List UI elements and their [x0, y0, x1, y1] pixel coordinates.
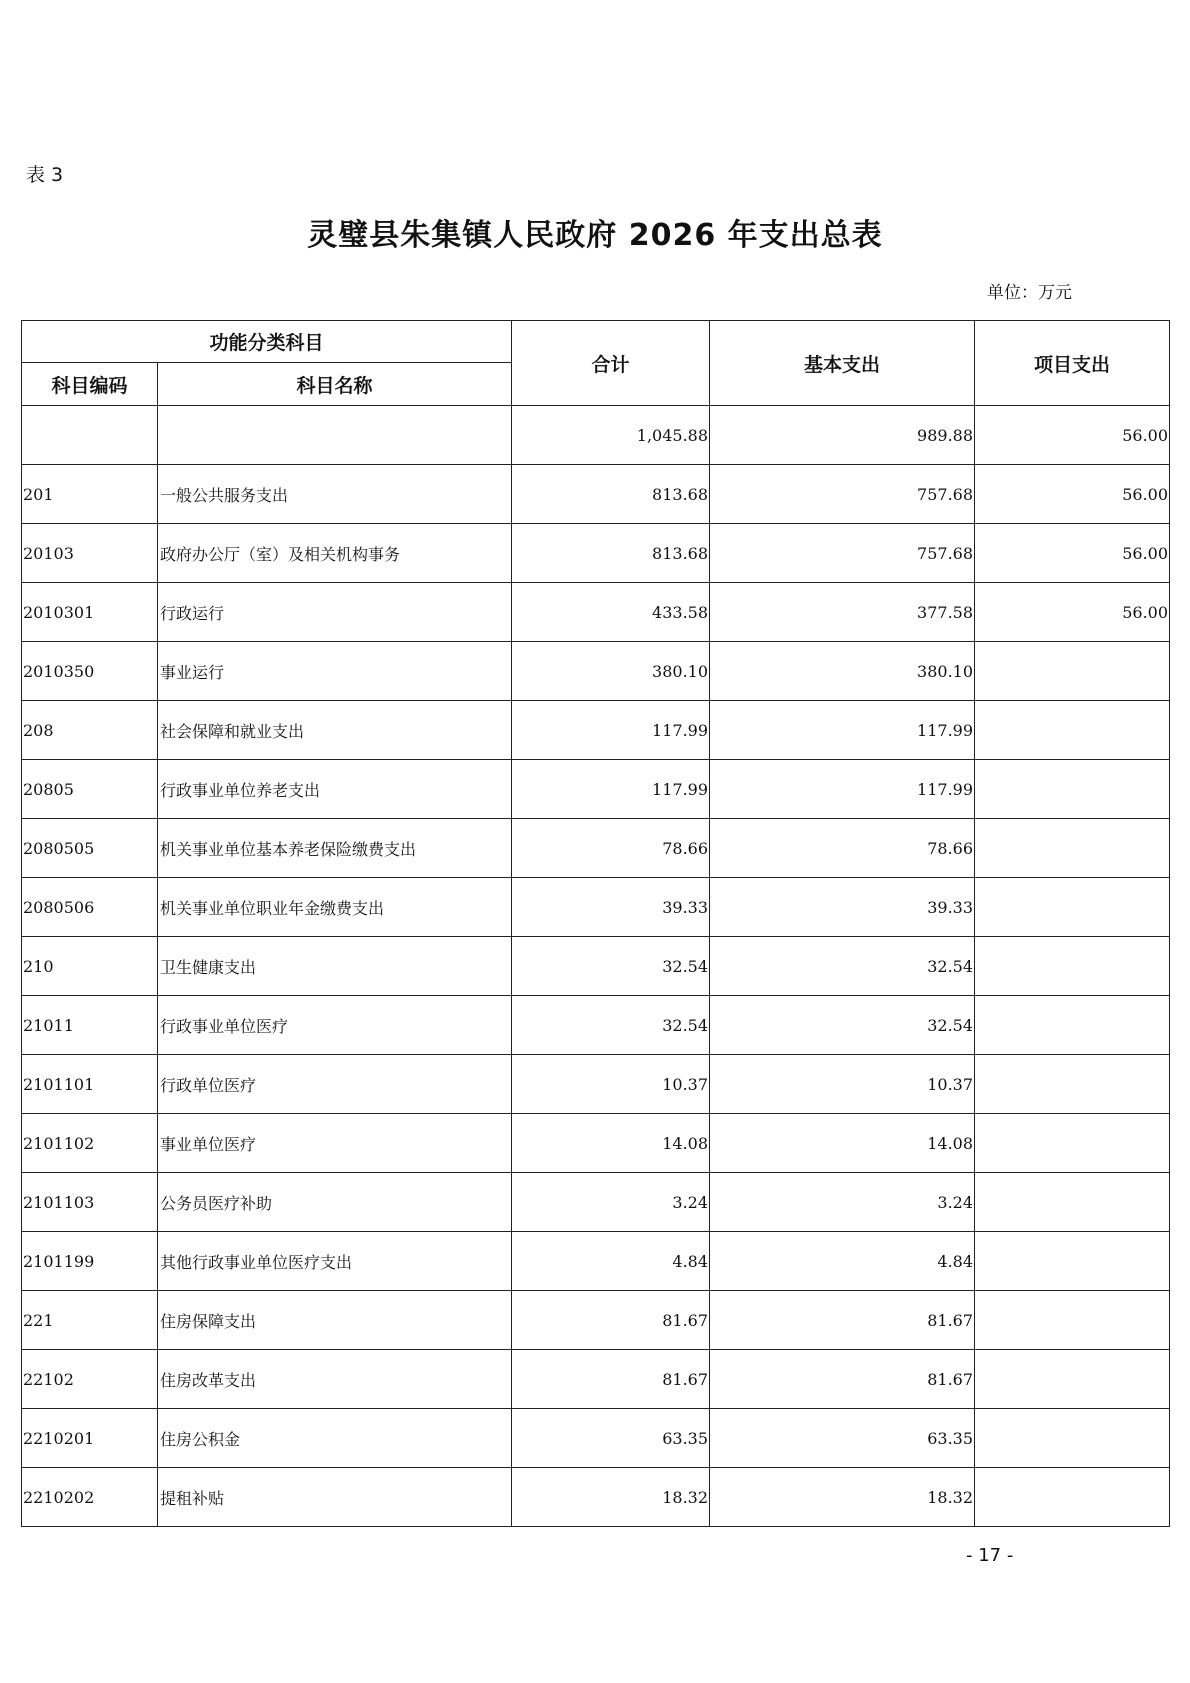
project-value — [975, 1114, 1170, 1173]
subject-name: 事业运行 — [158, 642, 512, 701]
table-row — [22, 1350, 1170, 1409]
subject-name: 行政事业单位医疗 — [158, 996, 512, 1055]
total-value: 32.54 — [512, 996, 710, 1055]
basic-value: 377.58 — [710, 583, 975, 642]
project-value: 56.00 — [975, 524, 1170, 583]
table-row — [22, 406, 1170, 465]
subject-code: 2080505 — [22, 819, 158, 878]
expenditure-table — [21, 320, 1170, 1527]
table-row — [22, 701, 1170, 760]
project-value — [975, 1232, 1170, 1291]
subject-code: 2101103 — [22, 1173, 158, 1232]
basic-value: 10.37 — [710, 1055, 975, 1114]
project-value — [975, 701, 1170, 760]
total-value: 1,045.88 — [512, 406, 710, 465]
total-value: 813.68 — [512, 465, 710, 524]
subject-name: 行政单位医疗 — [158, 1055, 512, 1114]
header-basic-expenditure: 基本支出 — [710, 321, 975, 406]
table-row — [22, 819, 1170, 878]
basic-value: 14.08 — [710, 1114, 975, 1173]
table-row — [22, 1055, 1170, 1114]
header-subject-name: 科目名称 — [158, 363, 512, 406]
total-value: 117.99 — [512, 760, 710, 819]
subject-name: 事业单位医疗 — [158, 1114, 512, 1173]
table-row — [22, 524, 1170, 583]
table-row — [22, 642, 1170, 701]
table-row — [22, 996, 1170, 1055]
basic-value: 39.33 — [710, 878, 975, 937]
subject-code: 2210202 — [22, 1468, 158, 1527]
project-value — [975, 937, 1170, 996]
table-row — [22, 1291, 1170, 1350]
total-value: 3.24 — [512, 1173, 710, 1232]
page-title: 灵璧县朱集镇人民政府 2026 年支出总表 — [307, 218, 883, 253]
basic-value: 380.10 — [710, 642, 975, 701]
total-value: 10.37 — [512, 1055, 710, 1114]
subject-code: 20805 — [22, 760, 158, 819]
basic-value: 18.32 — [710, 1468, 975, 1527]
table-row — [22, 878, 1170, 937]
subject-code: 2101102 — [22, 1114, 158, 1173]
project-value: 56.00 — [975, 465, 1170, 524]
subject-name: 机关事业单位基本养老保险缴费支出 — [158, 819, 512, 878]
basic-value: 989.88 — [710, 406, 975, 465]
project-value — [975, 1291, 1170, 1350]
total-value: 63.35 — [512, 1409, 710, 1468]
subject-code: 22102 — [22, 1350, 158, 1409]
total-value: 14.08 — [512, 1114, 710, 1173]
subject-name: 一般公共服务支出 — [158, 465, 512, 524]
table-row — [22, 583, 1170, 642]
basic-value: 81.67 — [710, 1291, 975, 1350]
header-project-expenditure: 项目支出 — [975, 321, 1170, 406]
total-value: 117.99 — [512, 701, 710, 760]
page-number: - 17 - — [966, 1545, 1014, 1566]
total-value: 18.32 — [512, 1468, 710, 1527]
subject-name: 卫生健康支出 — [158, 937, 512, 996]
total-value: 813.68 — [512, 524, 710, 583]
table-row — [22, 1409, 1170, 1468]
subject-code: 221 — [22, 1291, 158, 1350]
header-subject-code: 科目编码 — [22, 363, 158, 406]
total-value: 81.67 — [512, 1291, 710, 1350]
subject-name: 住房保障支出 — [158, 1291, 512, 1350]
table-row — [22, 937, 1170, 996]
project-value — [975, 819, 1170, 878]
project-value: 56.00 — [975, 583, 1170, 642]
basic-value: 3.24 — [710, 1173, 975, 1232]
basic-value: 4.84 — [710, 1232, 975, 1291]
subject-name: 其他行政事业单位医疗支出 — [158, 1232, 512, 1291]
project-value — [975, 1468, 1170, 1527]
subject-name: 行政事业单位养老支出 — [158, 760, 512, 819]
table-label: 表 3 — [26, 164, 64, 186]
project-value — [975, 996, 1170, 1055]
header-function-category: 功能分类科目 — [22, 321, 512, 363]
project-value — [975, 1173, 1170, 1232]
table-row — [22, 1173, 1170, 1232]
subject-code: 2101101 — [22, 1055, 158, 1114]
project-value — [975, 1055, 1170, 1114]
subject-code: 210 — [22, 937, 158, 996]
subject-code: 2010301 — [22, 583, 158, 642]
unit-label: 单位：万元 — [987, 283, 1072, 303]
subject-name: 住房公积金 — [158, 1409, 512, 1468]
basic-value: 32.54 — [710, 937, 975, 996]
project-value — [975, 1409, 1170, 1468]
total-value: 380.10 — [512, 642, 710, 701]
total-value: 433.58 — [512, 583, 710, 642]
basic-value: 117.99 — [710, 760, 975, 819]
subject-code: 201 — [22, 465, 158, 524]
total-value: 4.84 — [512, 1232, 710, 1291]
basic-value: 117.99 — [710, 701, 975, 760]
project-value — [975, 642, 1170, 701]
subject-code — [22, 406, 158, 465]
subject-name: 机关事业单位职业年金缴费支出 — [158, 878, 512, 937]
subject-code: 21011 — [22, 996, 158, 1055]
basic-value: 32.54 — [710, 996, 975, 1055]
subject-name: 公务员医疗补助 — [158, 1173, 512, 1232]
subject-code: 20103 — [22, 524, 158, 583]
table-row — [22, 465, 1170, 524]
project-value: 56.00 — [975, 406, 1170, 465]
subject-code: 2210201 — [22, 1409, 158, 1468]
basic-value: 757.68 — [710, 465, 975, 524]
subject-name: 行政运行 — [158, 583, 512, 642]
subject-name: 提租补贴 — [158, 1468, 512, 1527]
basic-value: 757.68 — [710, 524, 975, 583]
table-body — [22, 406, 1170, 1527]
header-total: 合计 — [512, 321, 710, 406]
subject-code: 2101199 — [22, 1232, 158, 1291]
subject-code: 2080506 — [22, 878, 158, 937]
total-value: 32.54 — [512, 937, 710, 996]
project-value — [975, 760, 1170, 819]
table-row — [22, 1468, 1170, 1527]
project-value — [975, 1350, 1170, 1409]
table-row — [22, 1232, 1170, 1291]
basic-value: 81.67 — [710, 1350, 975, 1409]
subject-name: 社会保障和就业支出 — [158, 701, 512, 760]
subject-name: 住房改革支出 — [158, 1350, 512, 1409]
subject-name: 政府办公厅（室）及相关机构事务 — [158, 524, 512, 583]
subject-code: 208 — [22, 701, 158, 760]
table-row — [22, 760, 1170, 819]
project-value — [975, 878, 1170, 937]
basic-value: 63.35 — [710, 1409, 975, 1468]
table-row — [22, 1114, 1170, 1173]
total-value: 78.66 — [512, 819, 710, 878]
total-value: 81.67 — [512, 1350, 710, 1409]
subject-name — [158, 406, 512, 465]
subject-code: 2010350 — [22, 642, 158, 701]
total-value: 39.33 — [512, 878, 710, 937]
basic-value: 78.66 — [710, 819, 975, 878]
